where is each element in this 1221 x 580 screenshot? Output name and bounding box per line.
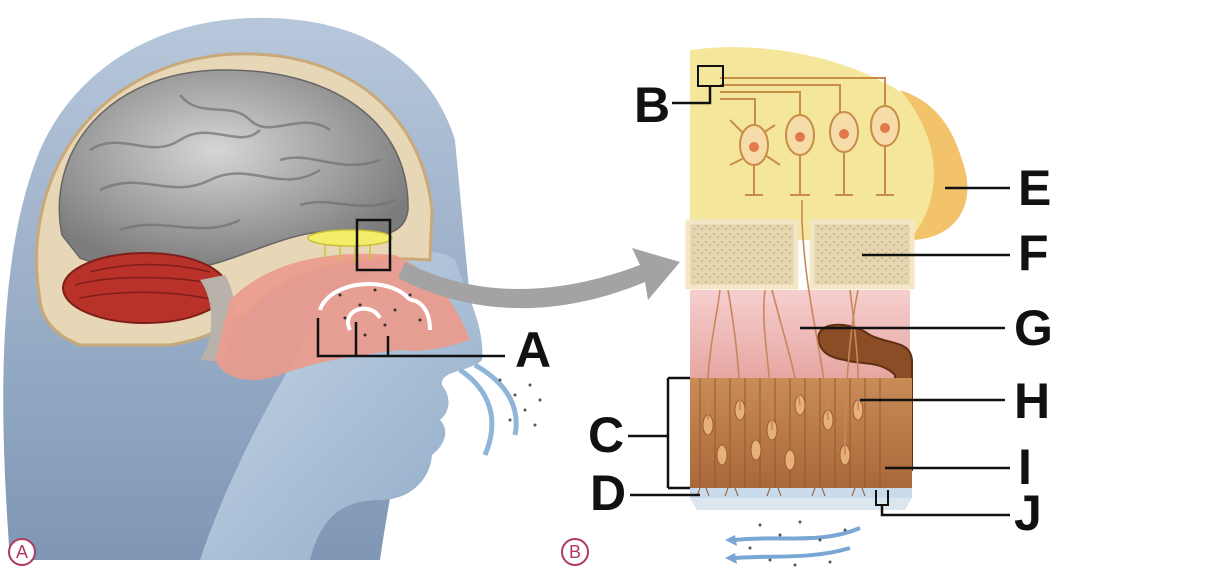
label-i: I	[1018, 439, 1032, 495]
cribriform-plate-left	[688, 222, 796, 287]
mucus-layer	[690, 488, 912, 498]
label-g: G	[1014, 300, 1053, 356]
svg-text:A: A	[15, 542, 29, 562]
label-c: C	[588, 407, 625, 463]
label-a: A	[515, 322, 552, 378]
label-h: H	[1014, 373, 1051, 429]
panel-badge-b	[562, 539, 588, 565]
olfactory-bulb	[308, 230, 392, 246]
inhaled-air-stream	[460, 365, 516, 455]
label-f: F	[1018, 225, 1049, 281]
panel-badge-a	[9, 539, 35, 565]
label-b: B	[634, 77, 671, 133]
airflow-below	[735, 528, 860, 558]
label-d: D	[590, 465, 627, 521]
label-e: E	[1018, 160, 1052, 216]
olfactory-epithelium	[690, 378, 912, 488]
olfactory-bulb-region	[690, 47, 967, 240]
cerebellum	[63, 253, 227, 323]
label-j: J	[1014, 485, 1042, 541]
svg-text:B: B	[568, 542, 582, 562]
panel-b-detail-illustration	[688, 47, 967, 566]
